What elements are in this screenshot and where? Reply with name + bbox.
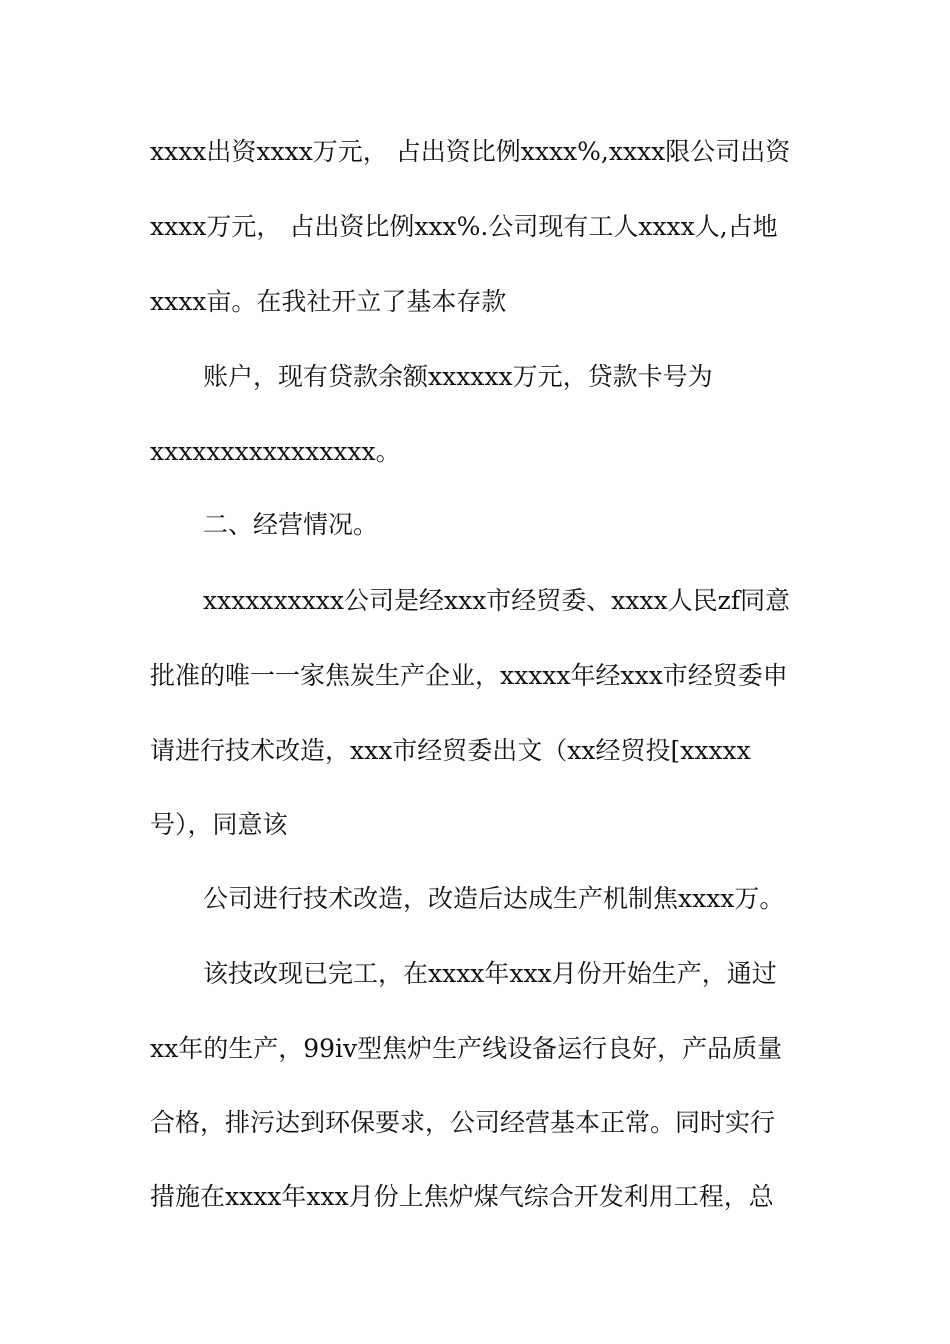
body-text-line: 账户，现有贷款余额xxxxxx万元，贷款卡号为 — [203, 362, 713, 391]
body-text-line: xxxx亩。在我社开立了基本存款 — [150, 287, 507, 316]
body-text-line: xxxx出资xxxx万元， 占出资比例xxxx%,xxxx限公司出资 — [150, 137, 791, 166]
body-text-line: 合格，排污达到环保要求，公司经营基本正常。同时实行 — [150, 1108, 776, 1137]
body-text-line: 公司进行技术改造，改造后达成生产机制焦xxxx万。 — [203, 884, 785, 913]
body-text-line: 该技改现已完工，在xxxx年xxx月份开始生产，通过 — [203, 959, 777, 988]
body-text-line: 措施在xxxx年xxx月份上焦炉煤气综合开发利用工程，总 — [150, 1182, 774, 1211]
body-text-line: xxxx万元， 占出资比例xxx%.公司现有工人xxxx人,占地 — [150, 212, 778, 241]
body-text-line: xxxxxxxxxxxxxxxx。 — [150, 437, 401, 466]
body-text-line: 请进行技术改造，xxx市经贸委出文（xx经贸投[xxxxx — [150, 736, 751, 765]
body-text-line: xx年的生产，99iv型焦炉生产线设备运行良好，产品质量 — [150, 1034, 783, 1063]
body-text-line: 号），同意该 — [150, 810, 288, 839]
body-text-line: xxxxxxxxxx公司是经xxx市经贸委、xxxx人民zf同意 — [203, 586, 791, 615]
section-heading: 二、经营情况。 — [203, 510, 379, 539]
body-text-line: 批准的唯一一家焦炭生产企业，xxxxx年经xxx市经贸委申 — [150, 661, 788, 690]
